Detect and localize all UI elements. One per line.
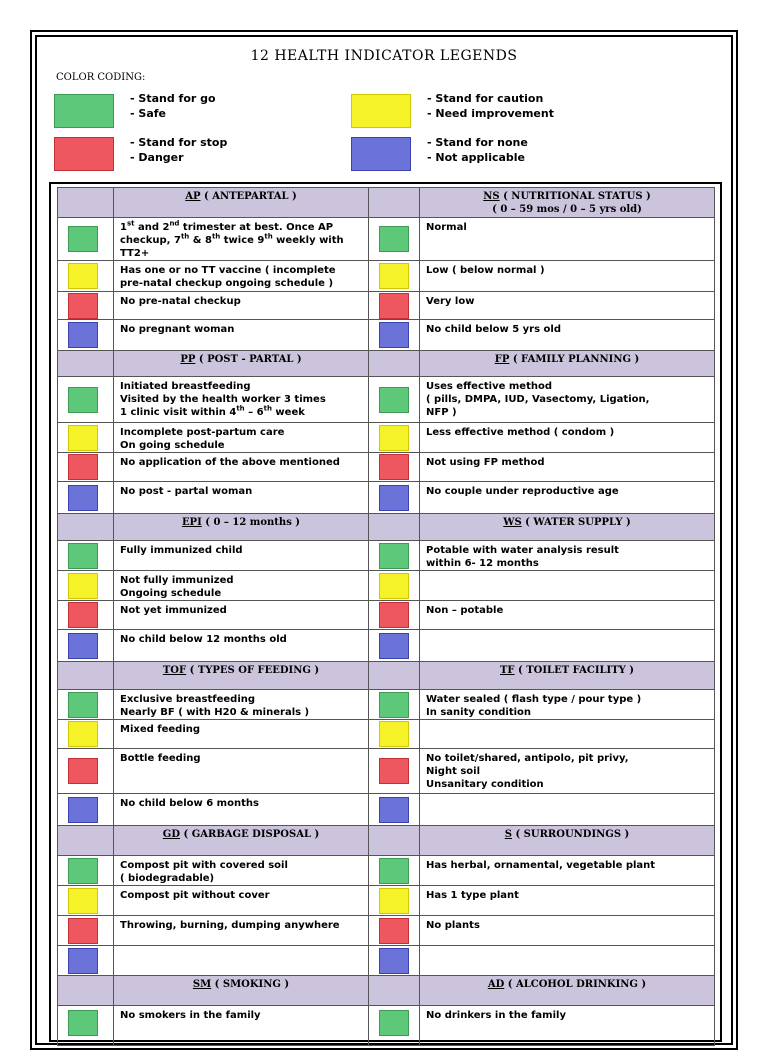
ws-blue-text: [420, 630, 715, 662]
red-indicator: [68, 918, 98, 944]
table-row: [58, 1006, 715, 1046]
table-row: [58, 916, 715, 946]
gd-green-text: Compost pit with covered soil ( biodegradable): [114, 856, 369, 886]
header-swatch-cell: [369, 188, 420, 218]
yellow-indicator: [379, 425, 409, 451]
red-indicator: [379, 293, 409, 319]
section-header-ap: AP ( ANTEPARTAL ): [114, 188, 369, 218]
legend-green-text: [130, 91, 216, 121]
legend-yellow-line1: - Stand for caution: [427, 92, 544, 105]
section-header-tof: TOF ( TYPES OF FEEDING ): [114, 662, 369, 690]
blue-indicator: [68, 797, 98, 823]
table-row: [58, 571, 715, 601]
blue-indicator: [379, 322, 409, 348]
tf-yellow-text: [420, 720, 715, 749]
section-header-tf: TF ( TOILET FACILITY ): [420, 662, 715, 690]
blue-indicator: [379, 633, 409, 659]
legend-blue-text: [427, 135, 528, 165]
yellow-indicator: [379, 721, 409, 747]
legend-red-text: [130, 135, 227, 165]
green-indicator: [379, 1010, 409, 1036]
legend-yellow-line2: - Need improvement: [427, 107, 554, 120]
table-row: [58, 946, 715, 976]
green-indicator: [68, 1010, 98, 1036]
section-header-epi: EPI ( 0 – 12 months ): [114, 514, 369, 541]
section-header-ad-alcohol: AD ( ALCOHOL DRINKING ): [420, 976, 715, 1006]
ws-red-text: Non – potable: [420, 601, 715, 630]
section-header-tof-tf: [58, 662, 715, 690]
pp-blue-text: No post - partal woman: [114, 482, 369, 514]
green-indicator: [379, 858, 409, 884]
ad-green-text: No drinkers in the family: [420, 1006, 715, 1046]
red-indicator: [379, 454, 409, 480]
table-row: [58, 482, 715, 514]
table-row: [58, 423, 715, 453]
yellow-indicator: [68, 573, 98, 599]
table-row: [58, 749, 715, 794]
fp-yellow-text: Less effective method ( condom ): [420, 423, 715, 453]
table-row: [58, 377, 715, 423]
table-row: [58, 453, 715, 482]
ap-red-text: No pre-natal checkup: [114, 292, 369, 320]
section-header-ap-ns: [58, 188, 715, 218]
page-title: 12 HEALTH INDICATOR LEGENDS: [250, 48, 518, 64]
section-header-epi-ws: [58, 514, 715, 541]
legend-red-line1: - Stand for stop: [130, 136, 228, 149]
epi-yellow-text: Not fully immunized Ongoing schedule: [114, 571, 369, 601]
table-row: [58, 886, 715, 916]
green-indicator: [68, 387, 98, 413]
legend-green-swatch: [54, 94, 114, 128]
epi-green-text: Fully immunized child: [114, 541, 369, 571]
ns-blue-text: No child below 5 yrs old: [420, 320, 715, 351]
ns-red-text: Very low: [420, 292, 715, 320]
header-swatch-cell: [58, 188, 114, 218]
section-header-ws: WS ( WATER SUPPLY ): [420, 514, 715, 541]
green-indicator: [379, 387, 409, 413]
tof-green-text: Exclusive breastfeeding Nearly BF ( with H20 & minerals ): [114, 690, 369, 720]
table-row: [58, 261, 715, 292]
legend-blue-swatch: [351, 137, 411, 171]
sm-green-text: No smokers in the family: [114, 1006, 369, 1046]
section-header-ns: NS ( NUTRITIONAL STATUS ) ( 0 – 59 mos / 0 – 5 yrs old): [420, 188, 715, 218]
yellow-indicator: [379, 573, 409, 599]
yellow-indicator: [68, 425, 98, 451]
epi-red-text: Not yet immunized: [114, 601, 369, 630]
gd-red-text: Throwing, burning, dumping anywhere: [114, 916, 369, 946]
yellow-indicator: [379, 888, 409, 914]
green-indicator: [379, 692, 409, 718]
epi-blue-text: No child below 12 months old: [114, 630, 369, 662]
table-row: [58, 218, 715, 261]
red-indicator: [68, 454, 98, 480]
s-green-text: Has herbal, ornamental, vegetable plant: [420, 856, 715, 886]
tof-blue-text: No child below 6 months: [114, 794, 369, 826]
table-row: [58, 541, 715, 571]
fp-red-text: Not using FP method: [420, 453, 715, 482]
tf-blue-text: [420, 794, 715, 826]
legend-blue-line1: - Stand for none: [427, 136, 528, 149]
section-header-fp: FP ( FAMILY PLANNING ): [420, 351, 715, 377]
table-row: [58, 630, 715, 662]
ns-green-text: Normal: [420, 218, 715, 261]
indicator-table: [57, 187, 715, 1046]
gd-yellow-text: Compost pit without cover: [114, 886, 369, 916]
legend-green-line1: - Stand for go: [130, 92, 216, 105]
table-row: [58, 292, 715, 320]
color-coding-label: COLOR CODING:: [56, 72, 146, 83]
section-header-pp-fp: [58, 351, 715, 377]
table-row: [58, 794, 715, 826]
s-red-text: No plants: [420, 916, 715, 946]
tof-yellow-text: Mixed feeding: [114, 720, 369, 749]
legend-red-swatch: [54, 137, 114, 171]
ws-yellow-text: [420, 571, 715, 601]
s-yellow-text: Has 1 type plant: [420, 886, 715, 916]
yellow-indicator: [379, 263, 409, 289]
blue-indicator: [68, 322, 98, 348]
green-indicator: [68, 692, 98, 718]
red-indicator: [68, 293, 98, 319]
table-row: [58, 690, 715, 720]
pp-yellow-text: Incomplete post-partum care On going schedule: [114, 423, 369, 453]
table-row: [58, 601, 715, 630]
green-indicator: [68, 226, 98, 252]
section-header-gd: GD ( GARBAGE DISPOSAL ): [114, 826, 369, 856]
blue-indicator: [379, 797, 409, 823]
ap-blue-text: No pregnant woman: [114, 320, 369, 351]
table-row: [58, 320, 715, 351]
tf-green-text: Water sealed ( flash type / pour type ) In sanity condition: [420, 690, 715, 720]
tof-red-text: Bottle feeding: [114, 749, 369, 794]
blue-indicator: [68, 948, 98, 974]
yellow-indicator: [68, 263, 98, 289]
red-indicator: [68, 758, 98, 784]
s-blue-text: [420, 946, 715, 976]
blue-indicator: [68, 485, 98, 511]
green-indicator: [68, 543, 98, 569]
section-header-sm: SM ( SMOKING ): [114, 976, 369, 1006]
tf-red-text: No toilet/shared, antipolo, pit privy, Night soil Unsanitary condition: [420, 749, 715, 794]
blue-indicator: [379, 948, 409, 974]
legend-yellow-text: [427, 91, 554, 121]
legend-yellow-swatch: [351, 94, 411, 128]
legend-blue-line2: - Not applicable: [427, 151, 526, 164]
section-header-sm-ad: [58, 976, 715, 1006]
green-indicator: [68, 858, 98, 884]
yellow-indicator: [68, 721, 98, 747]
ns-yellow-text: Low ( below normal ): [420, 261, 715, 292]
red-indicator: [68, 602, 98, 628]
gd-blue-text: [114, 946, 369, 976]
table-row: [58, 856, 715, 886]
green-indicator: [379, 543, 409, 569]
legend-green-line2: - Safe: [130, 107, 166, 120]
blue-indicator: [379, 485, 409, 511]
yellow-indicator: [68, 888, 98, 914]
pp-red-text: No application of the above mentioned: [114, 453, 369, 482]
fp-blue-text: No couple under reproductive age: [420, 482, 715, 514]
ap-yellow-text: Has one or no TT vaccine ( incomplete pre-natal checkup ongoing schedule ): [114, 261, 369, 292]
red-indicator: [379, 602, 409, 628]
blue-indicator: [68, 633, 98, 659]
ap-green-text: 1st and 2nd trimester at best. Once AP checkup, 7th & 8th twice 9th weekly with TT2+: [114, 218, 369, 261]
pp-green-text: Initiated breastfeeding Visited by the health worker 3 times 1 clinic visit within 4th – 6th week: [114, 377, 369, 423]
ns-subheader: ( 0 – 59 mos / 0 – 5 yrs old): [492, 204, 642, 215]
red-indicator: [379, 918, 409, 944]
legend-red-line2: - Danger: [130, 151, 184, 164]
red-indicator: [379, 758, 409, 784]
fp-green-text: Uses effective method ( pills, DMPA, IUD, Vasectomy, Ligation, NFP ): [420, 377, 715, 423]
ws-green-text: Potable with water analysis result within 6- 12 months: [420, 541, 715, 571]
section-header-pp: PP ( POST - PARTAL ): [114, 351, 369, 377]
section-header-s: S ( SURROUNDINGS ): [420, 826, 715, 856]
table-row: [58, 720, 715, 749]
green-indicator: [379, 226, 409, 252]
section-header-gd-s: [58, 826, 715, 856]
